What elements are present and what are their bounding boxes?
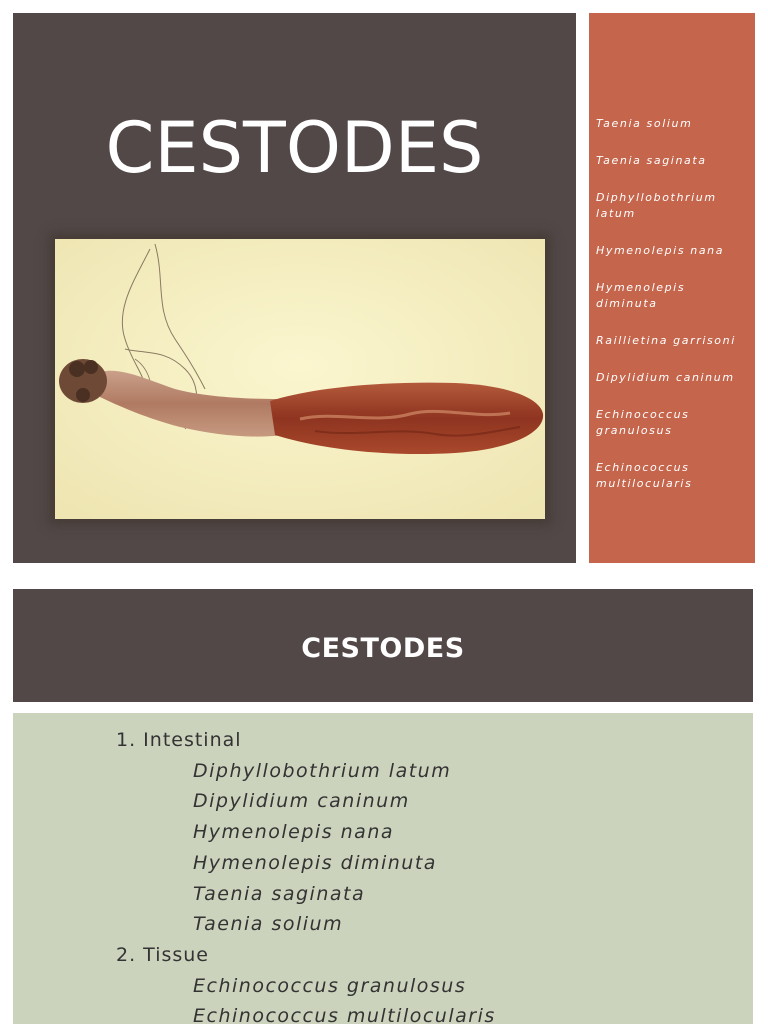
slide-1-species-panel <box>589 13 755 563</box>
species-item: Echinococcus granulosus <box>193 974 467 997</box>
cestode-specimen-image <box>55 239 545 519</box>
species-item: Echinococcus multilocularis <box>193 1005 496 1028</box>
slide-1-main-panel <box>13 13 576 563</box>
category-tissue: 2. Tissue <box>116 943 209 966</box>
species-item: Echinococcus multilocularis <box>596 461 693 490</box>
species-item: Hymenolepis nana <box>596 244 725 257</box>
species-item: Dipylidium caninum <box>596 371 735 384</box>
species-item: Hymenolepis nana <box>193 821 395 844</box>
species-item: Raillietina garrisoni <box>596 334 736 347</box>
slide-2-body <box>13 713 753 1028</box>
species-item: Hymenolepis diminuta <box>596 281 686 310</box>
species-list <box>596 116 746 513</box>
species-item: Diphyllobothrium latum <box>193 759 452 782</box>
species-item: Hymenolepis diminuta <box>193 851 437 874</box>
slide-1-title: CESTODES <box>105 107 484 189</box>
classification-list <box>116 725 496 1032</box>
slide-2-title: CESTODES <box>301 633 465 664</box>
species-item: Echinococcus granulosus <box>596 408 690 437</box>
species-item: Dipylidium caninum <box>193 790 410 813</box>
species-item: Taenia saginata <box>193 882 366 905</box>
category-intestinal: 1. Intestinal <box>116 729 242 751</box>
species-item: Taenia solium <box>193 913 344 936</box>
species-item: Taenia solium <box>596 117 693 130</box>
slide-2-header <box>13 589 753 702</box>
species-item: Taenia saginata <box>596 154 707 167</box>
species-item: Diphyllobothrium latum <box>596 191 717 220</box>
